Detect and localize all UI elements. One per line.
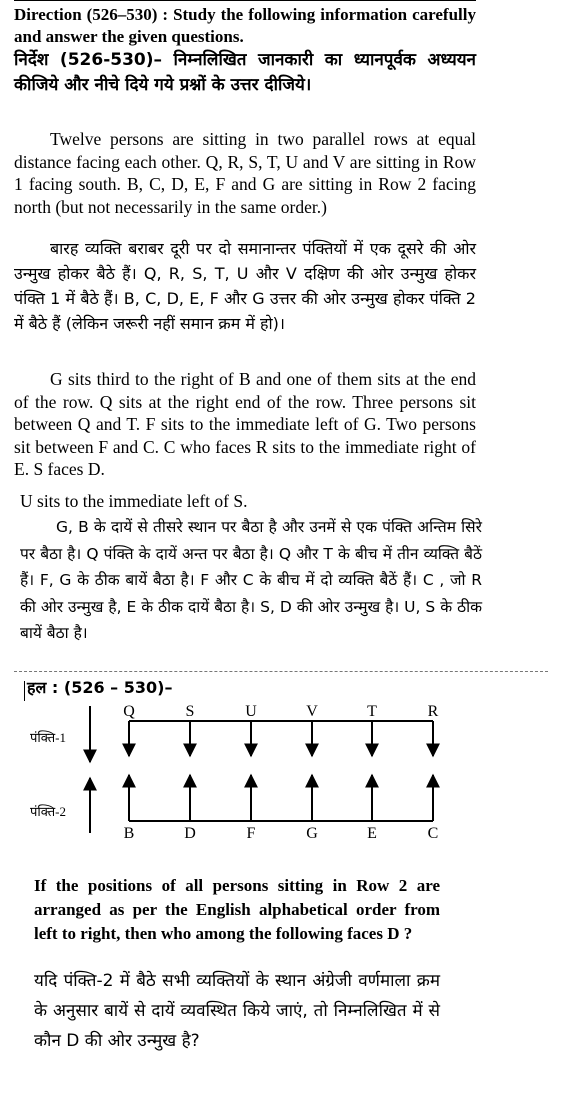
row2-seat-label: D — [184, 825, 196, 842]
row1-label: पंक्ति-1 — [30, 730, 66, 745]
top-rule — [14, 0, 476, 1]
row2-seat-label: C — [427, 825, 439, 842]
question-english: If the positions of all persons sitting in Row 2 are arranged as per the English alphabetical order from left to right, then who among the following faces D ? — [34, 876, 440, 943]
row2-seats — [124, 775, 439, 842]
row2-label: पंक्ति-2 — [30, 804, 66, 819]
row1-seats — [123, 703, 438, 756]
seating-diagram — [0, 698, 561, 848]
row2-seat-label: G — [306, 825, 318, 842]
clues-english: G sits third to the right of B and one of them sits at the end of the row. Q sits at the right end of the row. Three persons sit between Q and T. F sits to the immediate left of G. Two persons sit between F and C. C who faces R sits to the immediate right of E. S faces D. — [14, 369, 476, 479]
row1-seat-label: R — [427, 703, 439, 720]
row1-seat-label: S — [185, 703, 195, 720]
direction-hindi: निर्देश (526-530)– निम्नलिखित जानकारी का ध्यानपूर्वक अध्ययन कीजिये और नीचे दिये गये प्रश्नों के उत्तर दीजिये। — [14, 50, 476, 95]
clues-hindi: G, B के दायें से तीसरे स्थान पर बैठा है और उनमें से एक पंक्ति अन्तिम सिरे पर बैठा है। Q पंक्ति के दायें अन्त पर बैठा है। Q और T के बीच में तीन व्यक्ति बैठें हैं। F, G के ठीक बायें बैठा है। F और C के बीच में दो व्यक्ति बैठें हैं। C , जो R की ओर उन्मुख है, E के ठीक दायें बैठा है। S, D की ओर उन्मुख है। U, S के ठीक बायें बैठा है। — [20, 518, 482, 642]
direction-english: Direction (526–530) : Study the following information carefully and answer the given questions. — [14, 5, 476, 46]
row2-seat-label: B — [123, 825, 135, 842]
row1-seat-label: U — [245, 703, 257, 720]
row2-seat-label: F — [246, 825, 256, 842]
solution-heading: हल : (526 – 530)– — [27, 678, 173, 697]
info-hindi: बारह व्यक्ति बराबर दूरी पर दो समानान्तर पंक्तियों में एक दूसरे की ओर उन्मुख होकर बैठे हैं। Q, R, S, T, U और V दक्षिण की ओर उन्मुख होकर पंक्ति 1 में बैठे हैं। B, C, D, E, F और G उत्तर की ओर उन्मुख होकर पंक्ति 2 में बैठे हैं (लेकिन जरूरी नहीं समान क्रम में हो)। — [14, 239, 476, 333]
clues-english-last-line: U sits to the immediate left of S. — [20, 491, 248, 511]
info-english: Twelve persons are sitting in two parallel rows at equal distance facing each other. Q, R, S, T, U and V are sitting in Row 1 facing south. B, C, D, E, F and G are sitting in Row 2 facing north (but not necessarily in the same order.) — [14, 129, 476, 217]
row1-seat-label: Q — [123, 703, 135, 720]
row1-seat-label: T — [367, 703, 377, 720]
row1-seat-label: V — [306, 703, 318, 720]
row2-seat-label: E — [367, 825, 377, 842]
question-hindi: यदि पंक्ति-2 में बैठे सभी व्यक्तियों के स्थान अंग्रेजी वर्णमाला क्रम के अनुसार बायें से दायें व्यवस्थित किये जाएं, तो निम्नलिखित में से कौन D की ओर उन्मुख है? — [34, 971, 440, 1051]
section-divider — [14, 671, 548, 672]
